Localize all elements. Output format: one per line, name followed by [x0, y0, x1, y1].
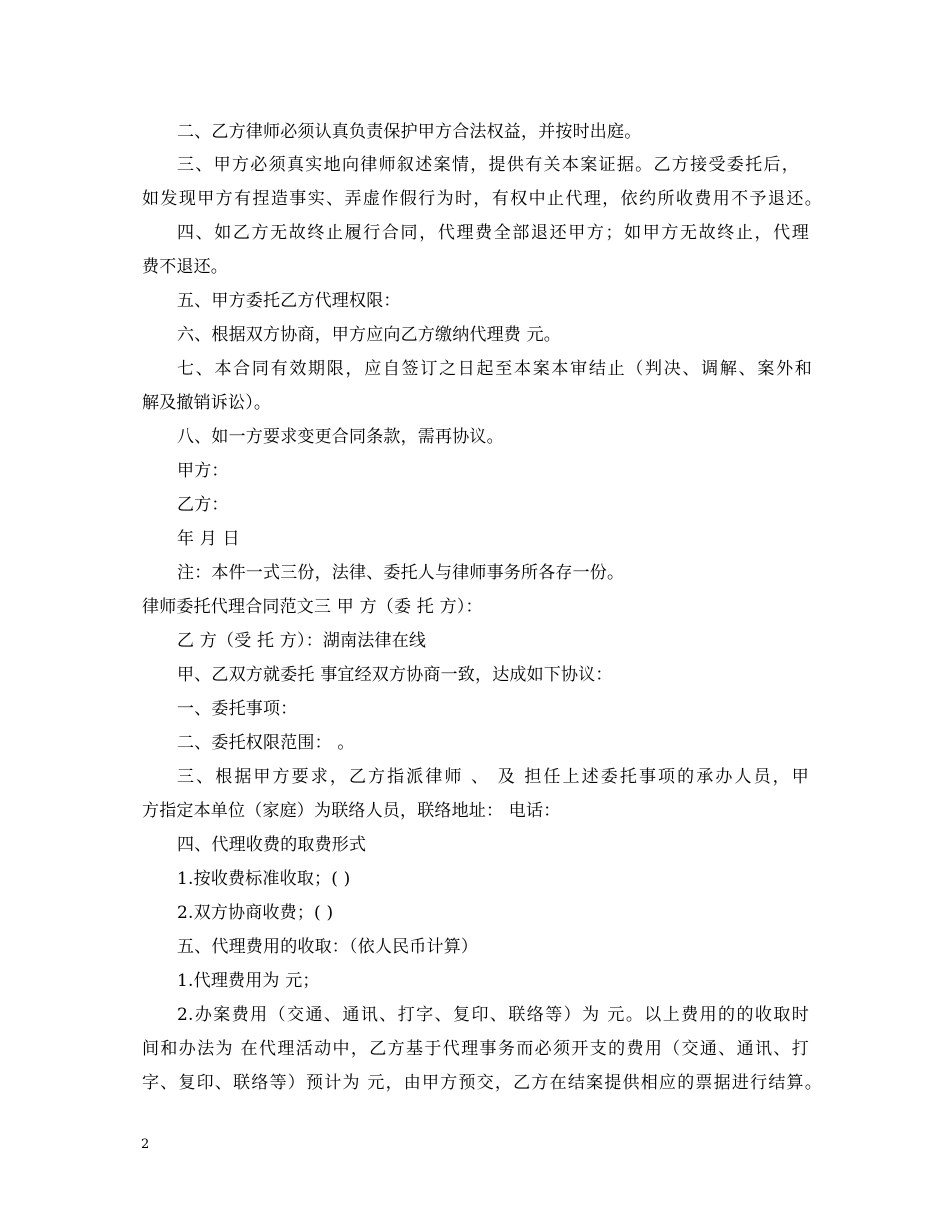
list-item: 2.双方协商收费；( ) — [177, 903, 334, 923]
paragraph-line: 解及撤销诉讼）。 — [142, 393, 272, 413]
paragraph-line: 二、乙方律师必须认真负责保护甲方合法权益，并按时出庭。 — [177, 122, 642, 142]
paragraph-line: 三、根据甲方要求，乙方指派律师 、 及 担任上述委托事项的承办人员，甲 — [177, 767, 809, 787]
list-item: 2.办案费用（交通、通讯、打字、复印、联络等）为 元。以上费用的的收取时 — [177, 1005, 809, 1025]
paragraph-line: 费不退还。 — [142, 257, 228, 277]
paragraph-line: 方指定本单位（家庭）为联络人员，联络地址： 电话： — [142, 801, 561, 821]
paragraph-line: 乙 方（受 托 方）：湖南法律在线 — [177, 631, 427, 651]
paragraph-line: 如发现甲方有捏造事实、弄虚作假行为时，有权中止代理，依约所收费用不予退还。 — [142, 189, 822, 209]
paragraph-line: 六、根据双方协商，甲方应向乙方缴纳代理费 元。 — [177, 325, 562, 345]
paragraph-line: 五、代理费用的收取：（依人民币计算） — [177, 937, 479, 957]
paragraph-line: 四、代理收费的取费形式 — [177, 835, 367, 855]
paragraph-line: 甲、乙双方就委托 事宜经双方协商一致，达成如下协议： — [177, 665, 613, 685]
note-line: 注：本件一式三份，法律、委托人与律师事务所各存一份。 — [177, 563, 625, 583]
paragraph-line: 一、委托事项： — [177, 699, 298, 719]
party-b-label: 乙方： — [177, 495, 229, 515]
paragraph-line: 字、复印、联络等）预计为 元，由甲方预交，乙方在结案提供相应的票据进行结算。 — [142, 1073, 822, 1093]
date-label: 年 月 日 — [177, 529, 240, 549]
paragraph-line: 间和办法为 在代理活动中，乙方基于代理事务而必须开支的费用（交通、通讯、打 — [142, 1039, 809, 1059]
list-item: 1.按收费标准收取；( ) — [177, 869, 351, 889]
party-a-label: 甲方： — [177, 461, 229, 481]
paragraph-line: 二、委托权限范围： 。 — [177, 733, 355, 753]
section-title-line: 律师委托代理合同范文三 甲 方（委 托 方）： — [142, 597, 483, 617]
list-item: 1.代理费用为 元； — [177, 971, 320, 991]
paragraph-line: 七、本合同有效期限，应自签订之日起至本案本审结止（判决、调解、案外和 — [177, 359, 812, 379]
paragraph-line: 八、如一方要求变更合同条款，需再协议。 — [177, 427, 504, 447]
paragraph-line: 五、甲方委托乙方代理权限： — [177, 291, 401, 311]
page-number: 2 — [141, 1137, 150, 1152]
paragraph-line: 四、如乙方无故终止履行合同，代理费全部退还甲方；如甲方无故终止，代理 — [177, 223, 809, 243]
paragraph-line: 三、甲方必须真实地向律师叙述案情，提供有关本案证据。乙方接受委托后， — [177, 155, 799, 175]
